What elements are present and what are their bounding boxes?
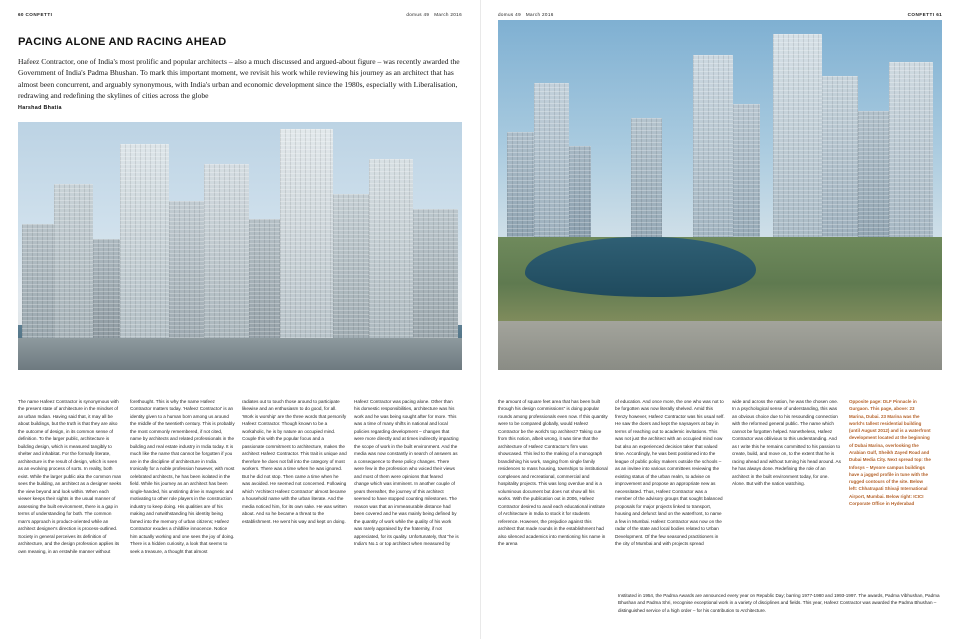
padma-awards-footnote: Instituted in 1954, the Padma Awards are announced every year on Republic Day; barring 1977-1980 and 1993-1997. The awards, Padma Vibhushan, Padma Bhushan and Padma Shri, recognise exceptional work in a variety of disciplines and fields. This year, Hafeez Contractor was awarded the Padma Bhushan – distinguished service of a high order – for his contribution to Architecture.	[618, 593, 940, 613]
standfirst-intro: Hafeez Contractor, one of India's most prolific and popular architects – also a much discussed and argued-about figure – was recently awarded the Government of India's Padma Bhushan. To mark this important moment, we revisit his work while reviewing his journey as an architect that has almost been concurrent, and arguably synonymous, with India's urban and economic development since the 1980s, especially with Liberalisation, redrawing and redefining the skylines of cities across the globe	[18, 57, 460, 101]
body-column-5: the amount of square feet area that has been built through his design commissions" is doing popular rounds among professionals even now. If this quantity were to be compared globally, would Hafeez Contractor be the world's top architect? Taking cue from this notion, albeit wrong, it was time that the architecture of Hafeez Contractor's firm was showcased. This led to the making of a monograph brandishing his work, ranging from single family residences to mass housing, townships to institutional complexes and recreational, commercial and hospitality projects. This was long overdue and is a voluminous document but does not show all his works. With the publication out in 2006, Hafeez Contractor desired to avail each educational institute of Architecture in India to stock it for students reference. However, the prejudice against this architect that made rounds in the establishment had also silenced academics into mentioning his name in the arena	[498, 399, 608, 547]
right-page-body-columns	[498, 398, 942, 548]
right-page-running-head-magazine	[498, 12, 554, 17]
dubai-skyline-park-photo	[498, 20, 942, 370]
left-page-running-head-magazine	[406, 12, 462, 17]
dubai-marina-towers-photo	[18, 122, 462, 370]
issue-date: March 2016	[434, 12, 462, 17]
byline-author: Harshad Bhatia	[18, 105, 62, 111]
body-column-4: Hafeez Contractor was pacing alone. Other than his domestic responsibilities, architecture was his work and he was being sought after for more. This was a time of many shifts in national and local policies regarding development – changes that were more directly and at times indirectly impacting the scope of work in the built environment. And the media was now constantly in search of answers as a consequence to these policy changes. There were few in the profession who voiced their views and most of them were opinions that feared change which was imminent. In another couple of years thereafter, the journey of this architect seemed to have stopped counting milestones. The reason was that an immeasurable distance had been covered and he was mainly being defined by the quantity of work while the quality of his work was rarely appraised by the fraternity, if not appreciated, for its quality. Unfortunately, that "he is India's No.1 or top architect when measured by	[354, 399, 459, 547]
magazine-name: domus 49	[406, 12, 430, 17]
photo-caption: Opposite page: DLF Pinnacle in Gurgaon. This page, above: 23 Marina, Dubai. 23 Marina was the world's tallest residential building (until August 2012) and is a waterfront development located at the beginning of Dubai Marina, overlooking the Arabian Gulf, Sheikh Zayed Road and Dubai Media City. Next spread top: the Infosys – Mysore campus buildings have a jagged profile in tune with the rugged contours of the site. Below left: Chhatrapati Shivaji International Airport, Mumbai. Below right: ICICI Corporate Office in Hyderabad	[849, 399, 931, 506]
folio-number: 61	[936, 12, 942, 17]
folio-number: 60	[18, 12, 24, 17]
body-column-1: The name Hafeez Contractor is synonymous with the present state of architecture in the mindset of an urban Indian. Having said that, it may all be about buildings, but the truth is that they are also the outcome of design, in its common sense of definition. To the larger public, architecture is building design, which is measured tangibly to shelter and inhabitat. For the formally literate, architecture is the result of design, which is seen as an evolving process of sorts. In reality, both exist. While the larger public aka the common man sees the building, an architect as a designer seeks the view beyond and look within. When each viewer keeps their sights in the usual manner of assessing the built environment, there is a gap in terms of understanding for both. The common man's approach is product-oriented while an architect designer's direction is process-outlined. Society in general perceives its definition of architecture, and the design profession applies its own meaning, in an erstwhile manner without	[18, 399, 122, 554]
body-column-7: wide and across the nation, he was the chosen one. In a psychological sense of understanding, this was an obvious choice due to his resounding connection with the reformed general public. The name which cannot be forgotten helped. Nonetheless, Hafeez Contractor was oblivious to this understanding. And as I write this he remains committed to his passion to create, build, and move on, to the extent that he is racing ahead and without turning his head around. As he has always done. Redefining the role of an architect in the built environment today, for one. Alone. But with the nation watching.	[732, 399, 841, 487]
section-name: CONFETTI	[25, 12, 53, 17]
left-page-body-columns	[18, 398, 462, 555]
body-column-3: radiates out to touch those around to participate likewise and an enthusiasm to do good, for all. 'Work is worship' are the three words that personify Hafeez Contractor. Though known to be a workaholic, he is by nature an occupied mind. Couple this with the popular focus and a passionate commitment to architecture, makes the architect Hafeez Contractor. This trait is unique and therefore he does not fall into the category of most workers. There was a time when he was ignored. But he did not stop. Then came a time when he was avoided. He seemed not concerned. Following which 'Architect Hafeez Contractor' almost became a household name with the urban literate. And the media noticed him, for its own sake. He was written about. And so he became a threat to the establishment. He went his way and kept on doing.	[242, 399, 347, 524]
body-column-2: forethought. This is why the name Hafeez Contractor matters today. 'Hafeez Contractor' is an identity given to a human born among us around the middle of the twentieth century. This is probably the most commonly remembered, if not cited, name by architects and related professionals in the building and real estate industry in India today. It is much like the name that cannot be forgotten if you are in the discipline of architecture in India. Ironically for a noble profession however, with most celebrated architects, he has been isolated in the field. While his journey as an architect has been single-handed, his unstinting drive is magnetic and motivating to other role players in the construction industry to keep doing. His qualities are of his making and notwithstanding his identity being famed into the memory of urban citizens; Hafeez Contractor exudes a childlike innocence. Notice him actually working and one sees the joy of doing. There is a hidden curiosity, a look that seems to seek a treasure, a thought that almost	[130, 399, 235, 554]
section-name: CONFETTI	[907, 12, 935, 17]
page-title: PACING ALONE AND RACING AHEAD	[18, 36, 227, 48]
magazine-name: domus 49	[498, 12, 521, 17]
spread-gutter	[480, 0, 481, 639]
issue-date: March 2016	[525, 12, 554, 17]
right-page	[480, 0, 960, 639]
right-page-running-head-section-folio	[908, 12, 942, 17]
body-column-6: of education. And once more, the one who was not to be forgotten was now literally shelved. Amid this frenzy however, Hafeez Contractor was his usual self. He saw the doers and kept the naysayers at bay in terms of reaching out to academic invitations. This was not just the architect with an occupied mind now but also an experienced decision taker that valued time. Accordingly, he was best positioned into the league of public policy makers outside the schools – as an invitee into various committees reviewing the existing status of the urban realm, to advise on improvement and propose an appropriate new as necessitated. Thus, Hafeez Contractor was a member of the advisory groups that sought balanced proposals for major projects linked to transport, housing and defunct land on the waterfront, to name a few in Mumbai. Hafeez Contractor was now on the radar of the state and local bodies related to Urban Development. Of the few seasoned practitioners in the city of Mumbai and with projects spread	[615, 399, 725, 547]
left-page-running-head-folio-section	[18, 12, 52, 17]
